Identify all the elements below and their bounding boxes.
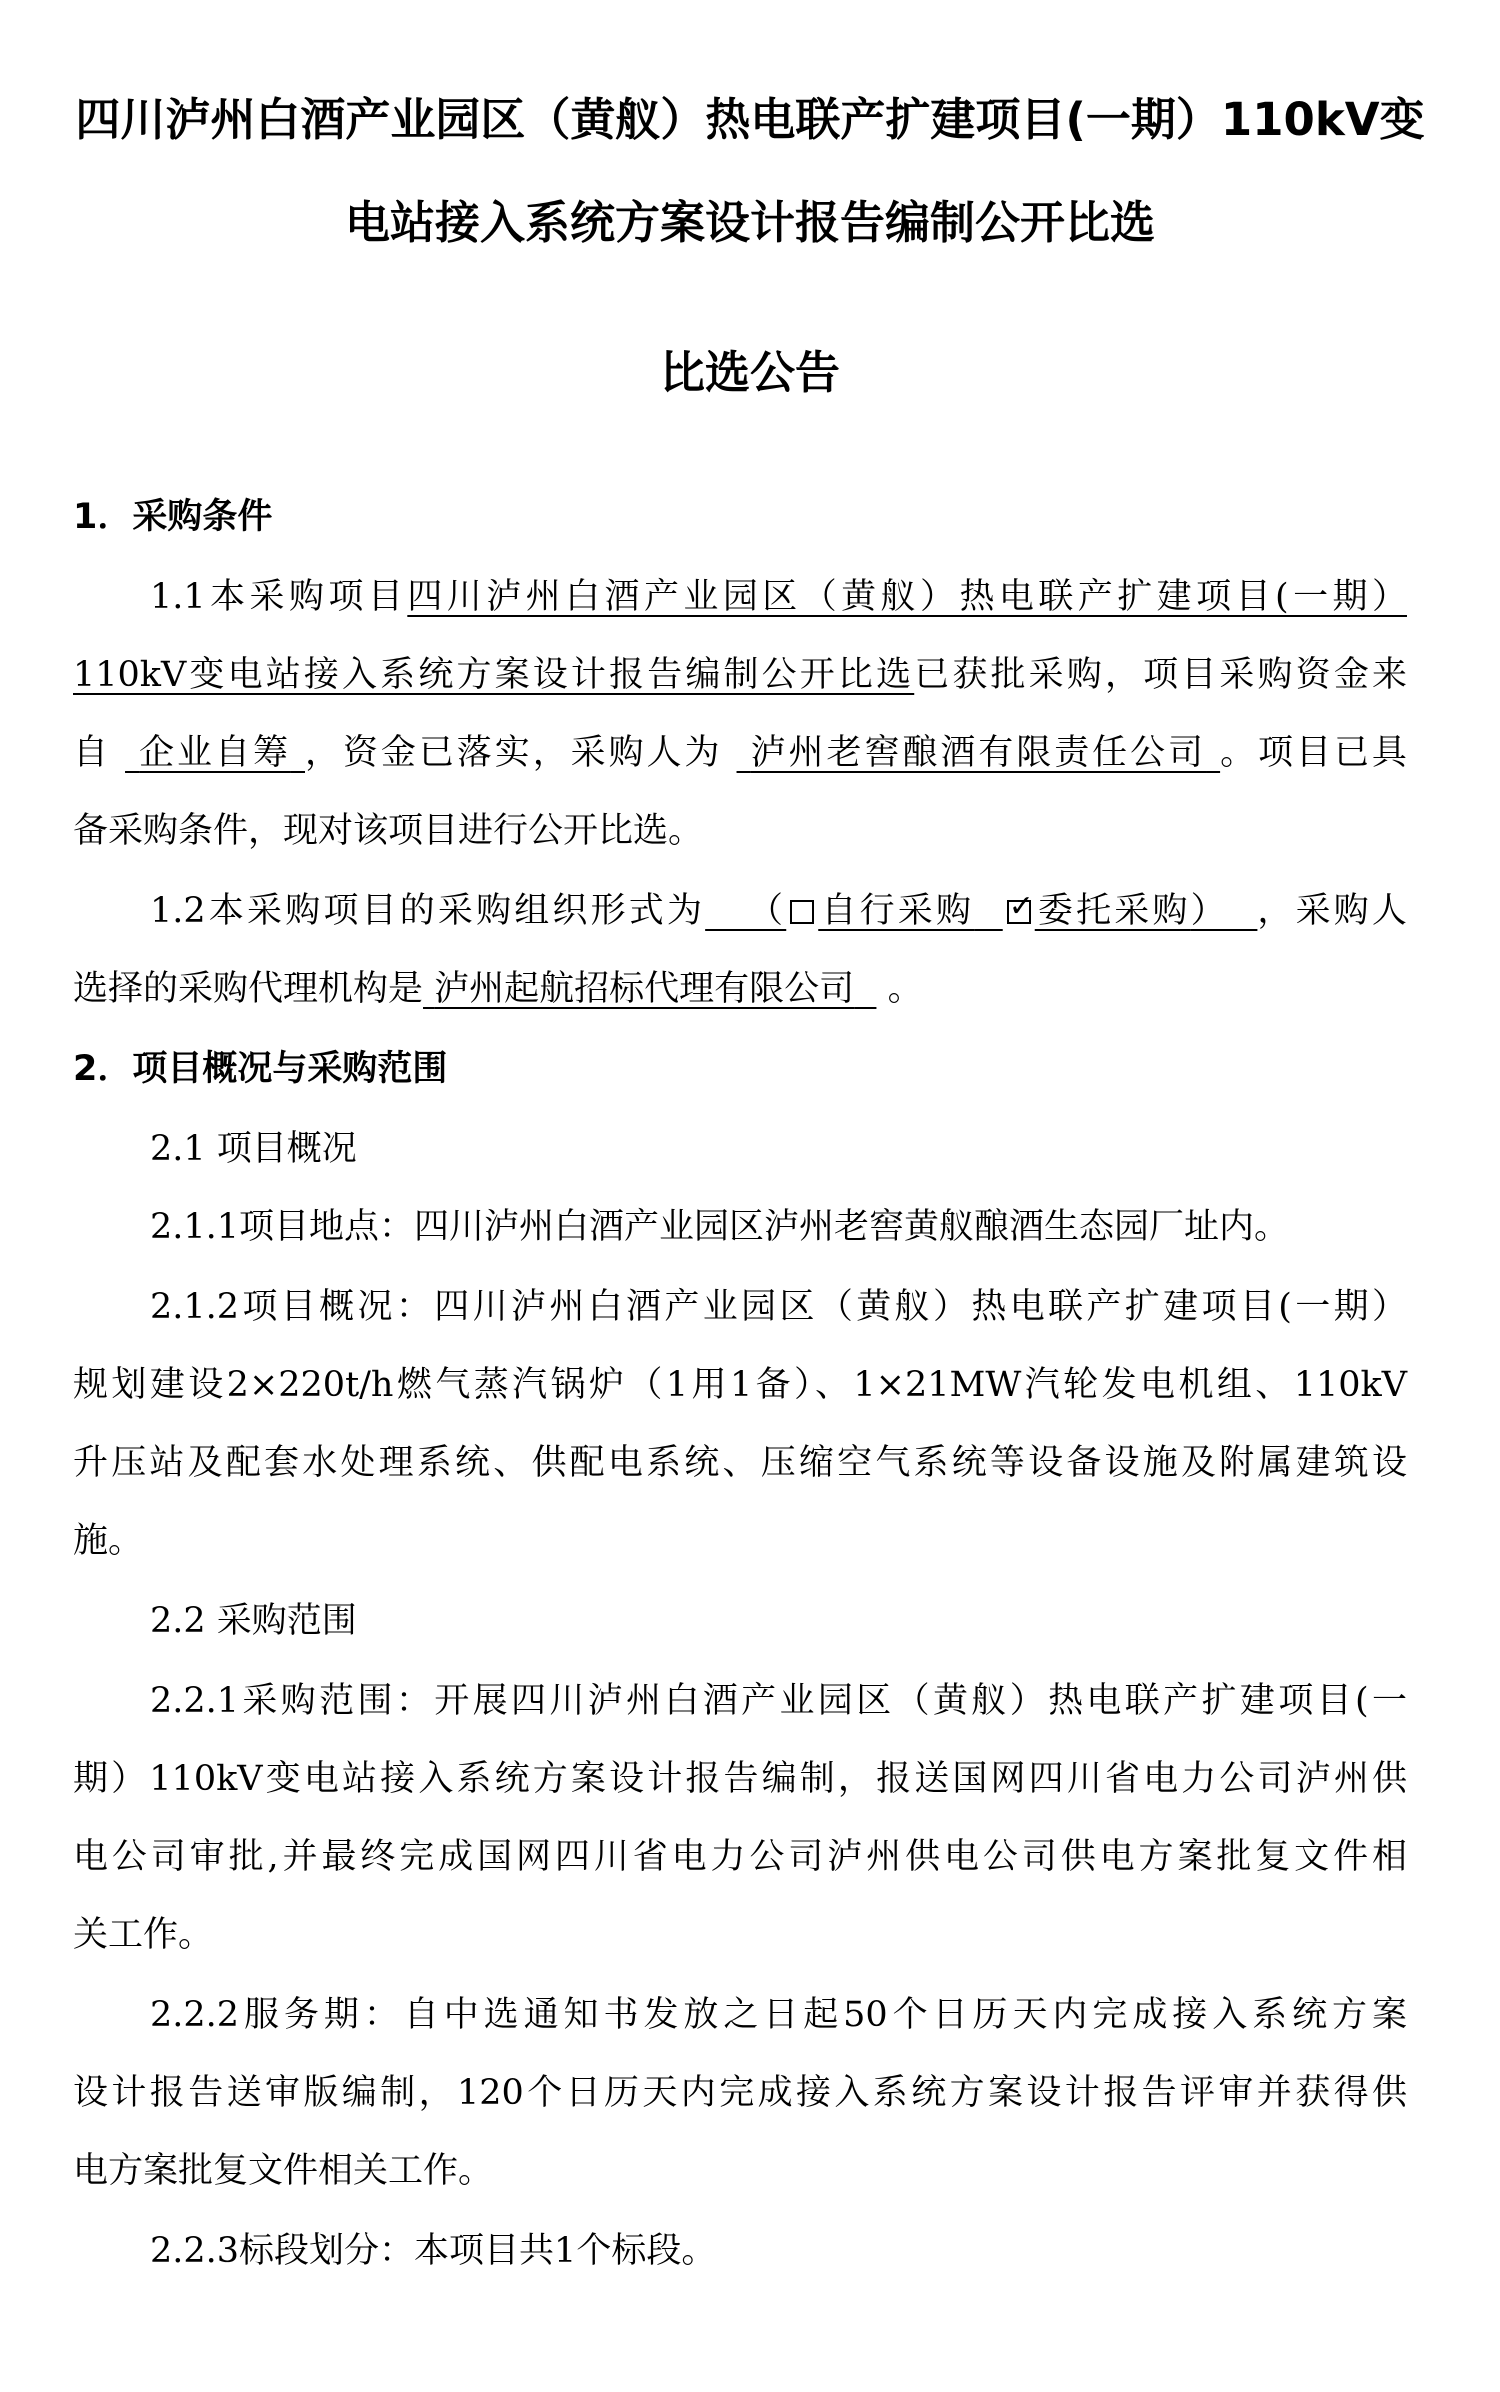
project-name: 四川泸州白酒产业园区（黄舣）热电联产扩建项目(一期） [407,577,1407,617]
para-2-2-2-line-2: 设计报告送审版编制，120个日历天内完成接入系统方案设计报告评审并获得供 [73,2073,1407,2113]
para-1-2-line-1: 1.2本采购项目的采购组织形式为 （ 自行采购 ✓ 委托采购） ，采购人 [150,889,1407,931]
para-2-1-2-line-4: 施。 [73,1521,144,1561]
checked-box-icon: ✓ [1008,889,1034,924]
para-2-2-3: 2.2.3标段划分：本项目共1个标段。 [150,2231,717,2271]
para-2-2-1-line-2: 期）110kV变电站接入系统方案设计报告编制，报送国网四川省电力公司泸州供 [73,1759,1407,1799]
para-1-1-line-1: 1.1本采购项目四川泸州白酒产业园区（黄舣）热电联产扩建项目(一期） [150,577,1407,617]
para-1-1-line-4: 备采购条件，现对该项目进行公开比选。 [73,811,704,851]
unchecked-box-icon [790,900,814,924]
para-2-1-1: 2.1.1项目地点：四川泸州白酒产业园区泸州老窖黄舣酿酒生态园厂址内。 [150,1207,1290,1247]
subsection-2-1: 2.1 项目概况 [150,1129,357,1169]
para-2-2-2-line-1: 2.2.2服务期：自中选通知书发放之日起50个日历天内完成接入系统方案 [150,1995,1407,2035]
para-2-1-2-line-1: 2.1.2项目概况：四川泸州白酒产业园区（黄舣）热电联产扩建项目(一期） [150,1287,1407,1327]
para-2-1-2-line-3: 升压站及配套水处理系统、供配电系统、压缩空气系统等设备设施及附属建筑设 [73,1443,1407,1483]
purchaser-name: 泸州老窖酿酒有限责任公司 [750,733,1207,773]
project-name-cont: 110kV变电站接入系统方案设计报告编制公开比选 [73,655,915,695]
subsection-2-2: 2.2 采购范围 [150,1601,357,1641]
para-2-2-1-line-3: 电公司审批,并最终完成国网四川省电力公司泸州供电公司供电方案批复文件相 [73,1837,1407,1877]
notice-title: 比选公告 [659,346,840,399]
funding-source: 企业自筹 [139,733,291,773]
para-2-1-2-line-2: 规划建设2×220t/h燃气蒸汽锅炉（1用1备）、1×21MW汽轮发电机组、110kV [73,1365,1407,1405]
title-line-1: 四川泸州白酒产业园区（黄舣）热电联产扩建项目(一期）110kV变 [75,93,1425,146]
para-2-2-1-line-4: 关工作。 [73,1915,214,1955]
para-1-2-line-2: 选择的采购代理机构是 泸州起航招标代理有限公司 。 [73,969,923,1009]
procurement-form: （ 自行采购 ✓ 委托采购） [705,889,1258,931]
para-2-2-2-line-3: 电方案批复文件相关工作。 [73,2151,494,2191]
para-1-1-line-2: 110kV变电站接入系统方案设计报告编制公开比选已获批采购，项目采购资金来 [73,655,1407,695]
para-1-1-line-3: 自 企业自筹 ，资金已落实，采购人为 泸州老窖酿酒有限责任公司 。项目已具 [73,733,1407,773]
title-line-2: 电站接入系统方案设计报告编制公开比选 [344,196,1155,249]
section-1-heading: 1．采购条件 [73,497,273,537]
para-2-2-1-line-1: 2.2.1采购范围：开展四川泸州白酒产业园区（黄舣）热电联产扩建项目(一 [150,1681,1407,1721]
agency-name: 泸州起航招标代理有限公司 [434,969,855,1009]
section-2-heading: 2．项目概况与采购范围 [73,1049,448,1089]
